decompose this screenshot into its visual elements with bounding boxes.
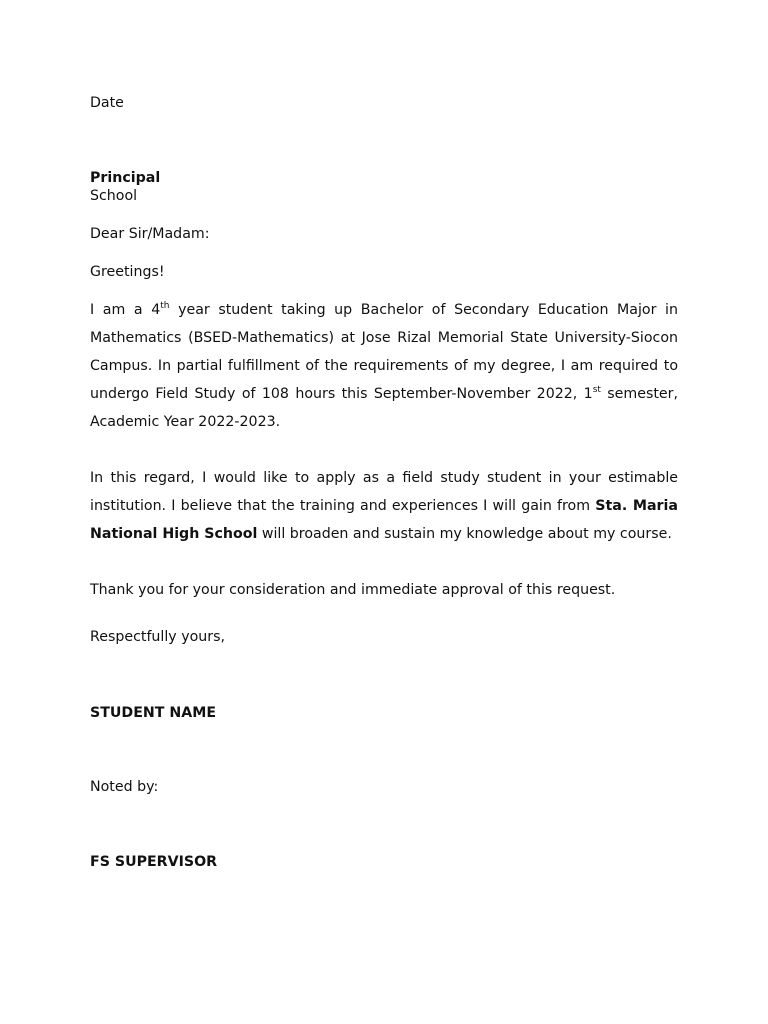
date-line: Date (90, 95, 124, 111)
greeting: Greetings! (90, 264, 165, 280)
recipient-org: School (90, 188, 138, 204)
recipient-title: Principal (90, 170, 161, 186)
thanks-line: Thank you for your consideration and immediate approval of this request. (90, 582, 616, 598)
salutation: Dear Sir/Madam: (90, 226, 210, 242)
school-name: Sta. Maria National High School (90, 498, 678, 542)
para1-superscript-th: th (160, 301, 170, 311)
body-paragraph-1 (90, 296, 678, 436)
closing-line: Respectfully yours, (90, 629, 226, 645)
para1-text-3: semester, Academic Year 2022-2023. (90, 386, 678, 430)
para1-text-2: year student taking up Bachelor of Secondary Education Major in Mathematics (BSED-Mathematics) at Jose Rizal Memorial State University-Siocon Campus. In partial fulfillment of the requirements of my degree, I am required to undergo Field Study of 108 hours this September-November 2022, 1 (90, 302, 678, 402)
para2-text-1: In this regard, I would like to apply as a field study student in your estimable institution. I believe that the training and experiences I will gain from (90, 470, 678, 514)
para1-text-1: I am a 4 (90, 302, 161, 318)
student-name: STUDENT NAME (90, 705, 217, 721)
body-paragraph-2 (90, 464, 678, 548)
para1-superscript-st: st (592, 385, 601, 395)
noted-by-label: Noted by: (90, 779, 159, 795)
para2-text-2: will broaden and sustain my knowledge about my course. (257, 526, 672, 542)
supervisor-name: FS SUPERVISOR (90, 854, 218, 870)
